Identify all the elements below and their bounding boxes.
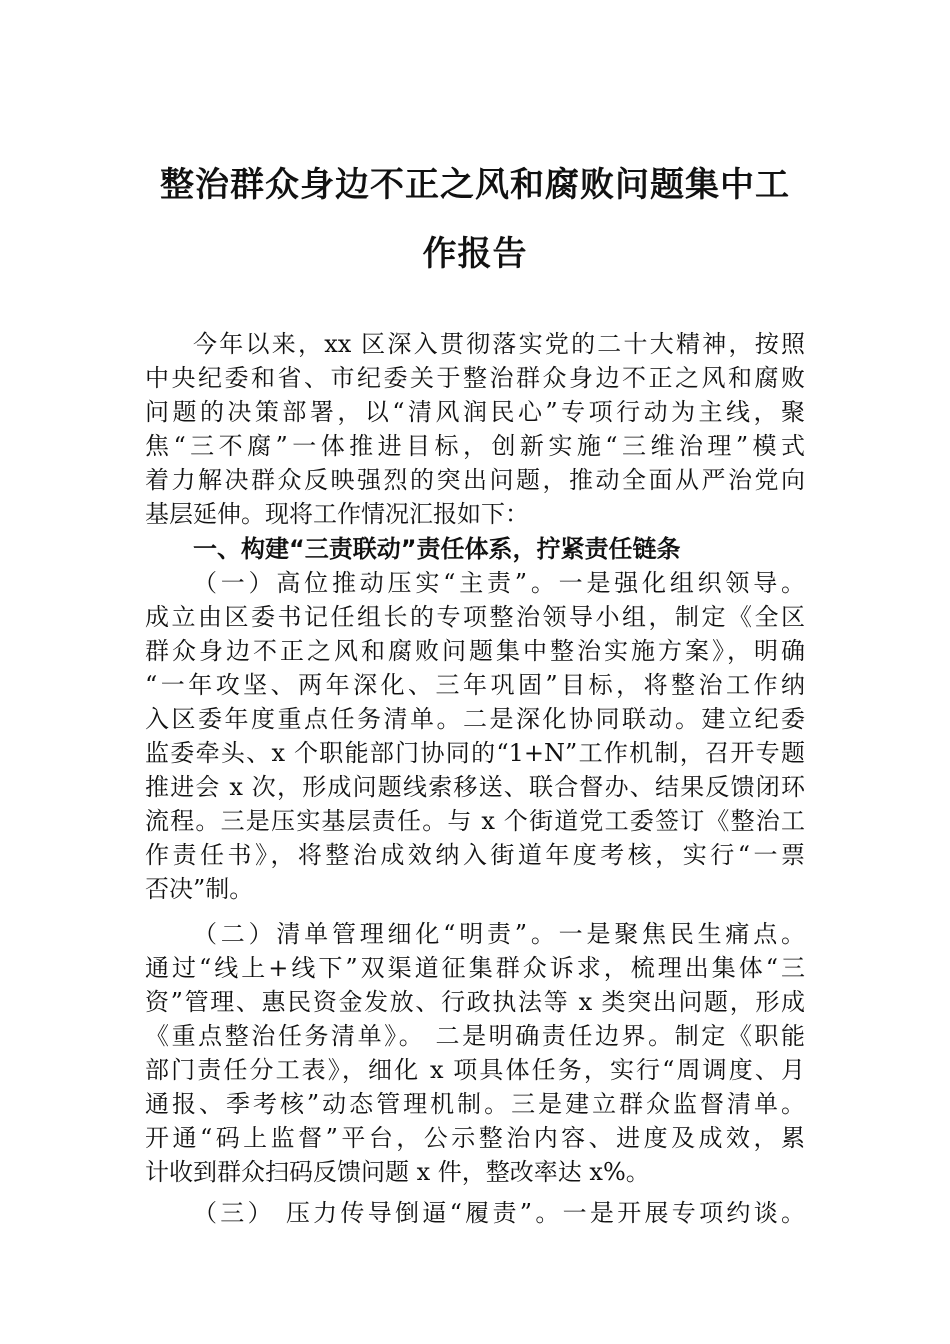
document-title-line-2: 作报告 — [422, 234, 528, 274]
body-line: 群众身边不正之风和腐败问题集中整治实施方案》，明确 — [145, 637, 805, 665]
body-line: 基层延伸。现将工作情况汇报如下： — [145, 500, 529, 528]
body-line: （三） 压力传导倒逼“履责”。一是开展专项约谈。 — [193, 1199, 805, 1227]
body-line: 今年以来，xx 区深入贯彻落实党的二十大精神，按照 — [193, 330, 805, 358]
body-line: 着力解决群众反映强烈的突出问题，推动全面从严治党向 — [145, 466, 805, 494]
body-line: 计收到群众扫码反馈问题 x 件，整改率达 x%。 — [145, 1158, 650, 1186]
body-line: （二）清单管理细化“明责”。一是聚焦民生痛点。 — [193, 920, 805, 948]
body-line: 《重点整治任务清单》。 二是明确责任边界。制定《职能 — [145, 1022, 805, 1050]
body-line: 焦“三不腐”一体推进目标，创新实施“三维治理”模式 — [145, 432, 805, 460]
section-heading: 一、构建“三责联动”责任体系，拧紧责任链条 — [193, 535, 681, 563]
body-line: 开通“码上监督”平台，公示整治内容、进度及成效，累 — [145, 1124, 805, 1152]
body-line: 通过“线上+线下”双渠道征集群众诉求，梳理出集体“三 — [145, 954, 805, 982]
body-line: 监委牵头、x 个职能部门协同的“1+N”工作机制，召开专题 — [145, 739, 805, 767]
body-line: 资”管理、惠民资金发放、行政执法等 x 类突出问题，形成 — [145, 988, 805, 1016]
body-line: 流程。三是压实基层责任。与 x 个街道党工委签订《整治工 — [145, 807, 805, 835]
document-title-line-1: 整治群众身边不正之风和腐败问题集中工 — [160, 165, 790, 205]
body-line: （一）高位推动压实“主责”。一是强化组织领导。 — [193, 569, 805, 597]
body-line: “一年攻坚、两年深化、三年巩固”目标，将整治工作纳 — [145, 671, 805, 699]
body-line: 作责任书》，将整治成效纳入街道年度考核，实行“一票 — [145, 841, 805, 869]
body-line: 问题的决策部署，以“清风润民心”专项行动为主线，聚 — [145, 398, 805, 426]
body-line: 否决”制。 — [145, 875, 254, 903]
body-line: 部门责任分工表》，细化 x 项具体任务，实行“周调度、月 — [145, 1056, 805, 1084]
body-line: 入区委年度重点任务清单。二是深化协同联动。建立纪委 — [145, 705, 805, 733]
body-line: 成立由区委书记任组长的专项整治领导小组，制定《全区 — [145, 603, 805, 631]
body-line: 中央纪委和省、市纪委关于整治群众身边不正之风和腐败 — [145, 364, 805, 392]
body-line: 通报、季考核”动态管理机制。三是建立群众监督清单。 — [145, 1090, 805, 1118]
body-line: 推进会 x 次，形成问题线索移送、联合督办、结果反馈闭环 — [145, 773, 805, 801]
